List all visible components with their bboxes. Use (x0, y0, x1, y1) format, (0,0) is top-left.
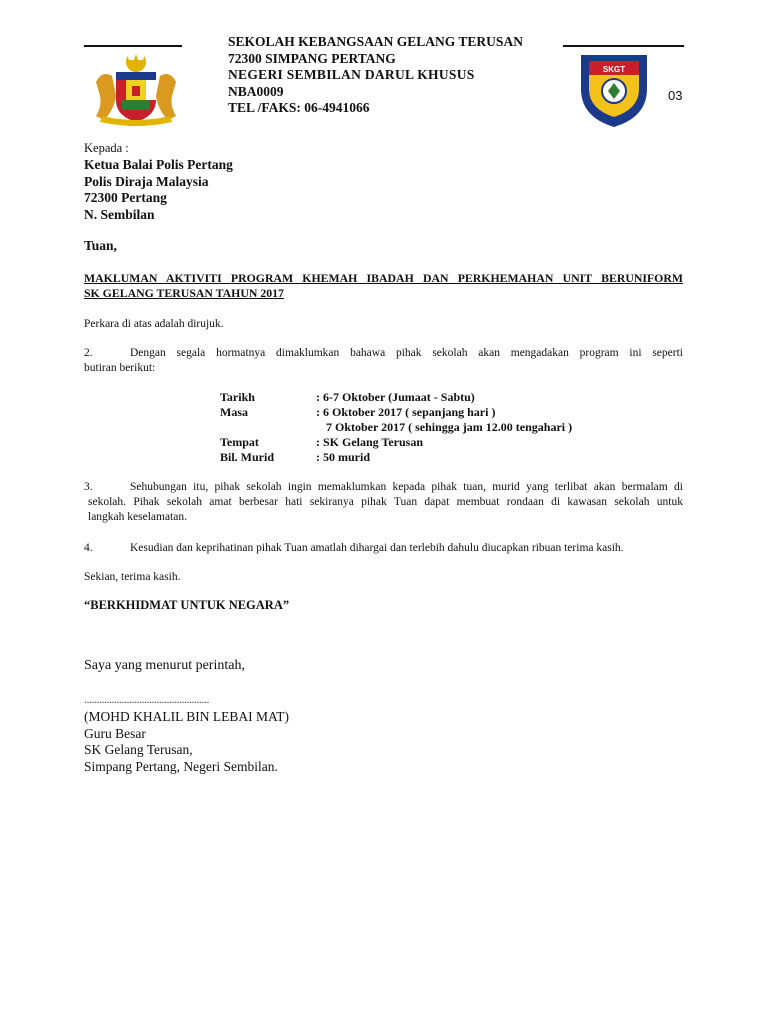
address-line-2: NEGERI SEMBILAN DARUL KHUSUS (228, 67, 475, 82)
murid-label: Bil. Murid (220, 450, 275, 464)
signatory-place: Simpang Pertang, Negeri Sembilan. (84, 758, 278, 774)
tempat-label: Tempat (220, 435, 259, 449)
paragraph-2-line-1: Dengan segala hormatnya dimaklumkan bahawa pihak sekolah akan mengadakan program ini seperti (130, 347, 683, 359)
paragraph-2-line-2: butiran berikut: (84, 362, 156, 374)
tarikh-label: Tarikh (220, 390, 255, 404)
closing: Sekian, terima kasih. (84, 571, 181, 583)
paragraph-2-number: 2. (84, 347, 93, 359)
signatory-title: Guru Besar (84, 725, 146, 741)
school-code: NBA0009 (228, 83, 284, 99)
paragraph-4-text: Kesudian dan keprihatinan pihak Tuan amatlah dihargai dan terlebih dahulu diucapkan ribuan terima kasih. (130, 542, 624, 554)
murid-value: : 50 murid (316, 450, 370, 464)
recipient-line-1: Ketua Balai Polis Pertang (84, 157, 233, 172)
tempat-value: : SK Gelang Terusan (316, 435, 424, 449)
paragraph-3-line-3: langkah keselamatan. (88, 511, 187, 523)
motto: “BERKHIDMAT UNTUK NEGARA” (84, 598, 290, 612)
subject-line-2: SK GELANG TERUSAN TAHUN 2017 (84, 286, 284, 300)
signature-intro: Saya yang menurut perintah, (84, 658, 245, 673)
kepada-label: Kepada : (84, 141, 129, 155)
recipient-line-4: N. Sembilan (84, 206, 155, 222)
letterhead-block (228, 34, 523, 117)
coat-of-arms-logo (92, 52, 180, 128)
paragraph-4-number: 4. (84, 542, 93, 554)
page-number: 03 (668, 88, 683, 103)
masa-value-1: : 6 Oktober 2017 ( sepanjang hari ) (316, 405, 496, 419)
recipient-line-3: 72300 Pertang (84, 190, 167, 205)
tel-fax: TEL /FAKS: 06-4941066 (228, 100, 370, 115)
header-rule-left (84, 45, 182, 47)
address-line-1: 72300 SIMPANG PERTANG (228, 50, 396, 66)
masa-label: Masa (220, 405, 248, 419)
paragraph-1: Perkara di atas adalah dirujuk. (84, 318, 224, 330)
tarikh-value: : 6-7 Oktober (Jumaat - Sabtu) (316, 390, 475, 404)
recipient-line-2: Polis Diraja Malaysia (84, 173, 209, 189)
masa-value-2: 7 Oktober 2017 ( sehingga jam 12.00 tengahari ) (326, 420, 573, 434)
paragraph-3-line-2: sekolah. Pihak sekolah amat berbesar hati sekiranya pihak Tuan dapat membuat rondaan di kawasan sekolah untuk (88, 496, 683, 508)
salutation: Tuan, (84, 238, 117, 253)
school-crest-logo (575, 47, 653, 129)
paragraph-3-number: 3. (84, 481, 93, 493)
school-name: SEKOLAH KEBANGSAAN GELANG TERUSAN (228, 34, 523, 49)
signatory-name: (MOHD KHALIL BIN LEBAI MAT) (84, 709, 289, 724)
signature-dots: .................................................. (84, 692, 209, 706)
signatory-school: SK Gelang Terusan, (84, 742, 193, 757)
subject-line-1: MAKLUMAN AKTIVITI PROGRAM KHEMAH IBADAH DAN PERKHEMAHAN UNIT BERUNIFORM (84, 271, 683, 285)
paragraph-3-line-1: Sehubungan itu, pihak sekolah ingin memaklumkan kepada pihak tuan, murid yang terlibat akan bermalam di (130, 481, 683, 493)
recipient-block (84, 157, 233, 223)
crest-text: SKGT (602, 65, 626, 74)
signature-block (84, 709, 289, 775)
